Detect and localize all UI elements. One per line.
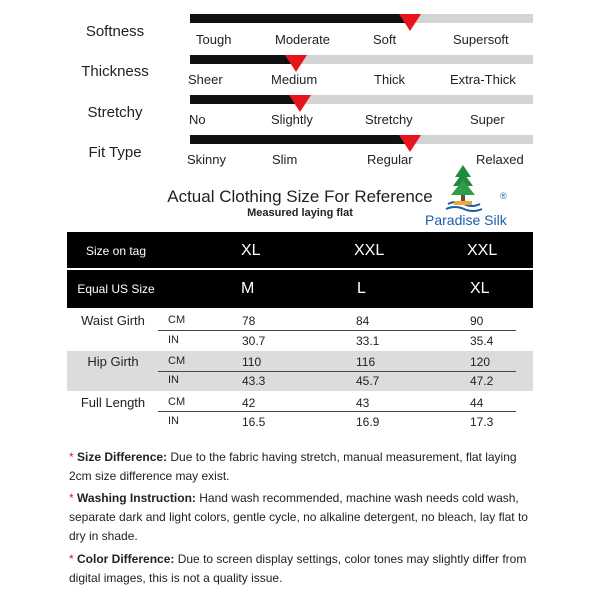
attr-label-thickness: Thickness	[81, 63, 149, 80]
tree-icon	[451, 165, 475, 201]
note-bullet: *	[69, 491, 74, 505]
scale-marker-stretchy	[289, 95, 311, 112]
row-label-full-length: Full Length	[80, 395, 146, 410]
option-supersoft: Supersoft	[453, 32, 509, 47]
note-bullet: *	[69, 552, 74, 566]
size-cell-2: XXL	[354, 242, 385, 259]
size-chart-subtitle: Measured laying flat	[247, 207, 353, 219]
scale-track-softness	[190, 14, 533, 23]
scale-fill-stretchy	[190, 95, 300, 104]
option-regular: Regular	[367, 152, 413, 167]
note-color-difference	[69, 550, 534, 588]
attr-label-softness: Softness	[85, 23, 145, 40]
sun-stripe	[454, 201, 472, 205]
table-cell: 16.9	[356, 415, 380, 429]
row-divider	[158, 411, 516, 412]
header-label-us: Equal US Size	[77, 282, 155, 296]
table-cell: 45.7	[356, 374, 380, 388]
unit-cm: CM	[168, 355, 186, 367]
scale-fill-softness	[190, 14, 410, 23]
size-cell-1: XL	[241, 242, 261, 259]
header-row-size	[67, 232, 533, 270]
note-title: Washing Instruction:	[77, 491, 196, 505]
scale-marker-softness	[399, 14, 421, 31]
row-label-hip-girth: Hip Girth	[87, 354, 139, 369]
note-title: Color Difference:	[77, 552, 175, 566]
scale-fill-thickness	[190, 55, 296, 64]
option-skinny: Skinny	[187, 152, 227, 167]
option-slim: Slim	[272, 152, 298, 167]
table-cell: 47.2	[470, 374, 494, 388]
table-cell: 116	[356, 355, 376, 369]
option-tough: Tough	[196, 32, 232, 47]
scale-track-stretchy	[190, 95, 533, 104]
note-size-difference	[69, 448, 534, 486]
option-stretchy: Stretchy	[365, 112, 413, 127]
scale-track-thickness	[190, 55, 533, 64]
option-relaxed: Relaxed	[476, 152, 524, 167]
unit-cm: CM	[168, 396, 186, 408]
option-slightly: Slightly	[271, 112, 313, 127]
option-extra-thick: Extra-Thick	[450, 72, 516, 87]
attr-label-fit-type: Fit Type	[88, 144, 142, 161]
note-text: Hand wash recommended, machine wash needs cold wash, separate dark and light colors, gentle cycle, no alkaline detergent, no bleach, lay flat to dry in shade.	[69, 491, 528, 543]
note-title: Size Difference:	[77, 450, 168, 464]
option-moderate: Moderate	[275, 32, 330, 47]
unit-cm: CM	[168, 314, 186, 326]
option-thick: Thick	[374, 72, 406, 87]
scale-marker-fit-type	[399, 135, 421, 152]
us-size-cell-3: XL	[470, 280, 490, 297]
us-size-cell-2: L	[357, 280, 366, 297]
unit-in: IN	[168, 334, 179, 346]
us-size-cell-1: M	[241, 280, 255, 297]
table-cell: 17.3	[470, 415, 494, 429]
note-text: Due to the fabric having stretch, manual measurement, flat laying 2cm size difference may exist.	[69, 450, 517, 483]
table-cell: 43.3	[242, 374, 266, 388]
option-super: Super	[470, 112, 505, 127]
row-divider	[158, 330, 516, 331]
option-soft: Soft	[373, 32, 397, 47]
scale-fill-fit-type	[190, 135, 410, 144]
option-no: No	[189, 112, 206, 127]
table-cell: 78	[242, 314, 256, 328]
header-row-us	[67, 270, 533, 308]
table-cell: 43	[356, 396, 370, 410]
unit-in: IN	[168, 374, 179, 386]
table-cell: 110	[242, 355, 262, 369]
note-text: Due to screen display settings, color tones may slightly differ from digital images, this is not a quality issue.	[69, 552, 527, 585]
note-washing-instruction	[69, 489, 534, 546]
option-medium: Medium	[271, 72, 318, 87]
scale-track-fit-type	[190, 135, 533, 144]
note-bullet: *	[69, 450, 74, 464]
table-cell: 30.7	[242, 334, 266, 348]
table-cell: 35.4	[470, 334, 494, 348]
table-cell: 120	[470, 355, 491, 369]
attr-label-stretchy: Stretchy	[87, 104, 143, 121]
header-label-size: Size on tag	[85, 244, 147, 258]
unit-in: IN	[168, 415, 179, 427]
table-cell: 44	[470, 396, 484, 410]
table-cell: 33.1	[356, 334, 380, 348]
registered-mark: ®	[500, 191, 507, 201]
logo-text: Paradise Silk	[425, 212, 507, 228]
table-cell: 16.5	[242, 415, 266, 429]
table-cell: 90	[470, 314, 484, 328]
table-cell: 84	[356, 314, 370, 328]
table-cell: 42	[242, 396, 256, 410]
size-chart-title: Actual Clothing Size For Reference	[167, 187, 433, 206]
scale-marker-thickness	[285, 55, 307, 72]
row-divider	[158, 371, 516, 372]
option-sheer: Sheer	[188, 72, 223, 87]
size-cell-3: XXL	[467, 242, 498, 259]
row-label-waist-girth: Waist Girth	[81, 313, 145, 328]
